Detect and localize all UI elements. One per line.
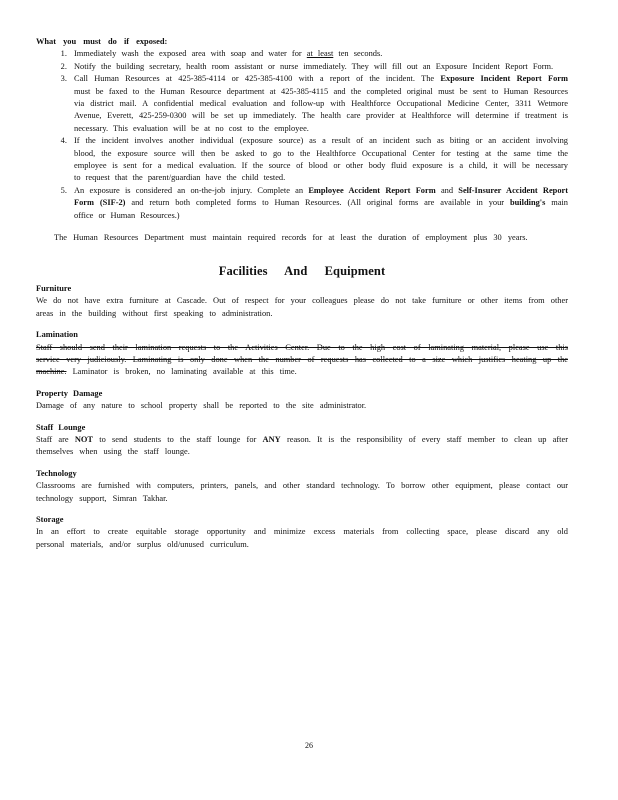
bold-text: NOT <box>74 434 93 444</box>
body-text: to send students to the staff lounge for <box>93 434 263 444</box>
exposure-heading: What you must do if exposed: <box>36 37 168 46</box>
exposure-step-5 <box>72 185 568 222</box>
property-damage-heading: Property Damage <box>36 388 103 398</box>
staff-lounge-body <box>36 434 568 459</box>
step-text: must be faxed to the Human Resource department at 425-385-4115 and the completed original must be sent to Human Resources via district mail. A confidential medical evaluation and follow-up with Healthforce Occupational Medicine Center, 3311 Wetmore Avenue, Everett, 425-259-0300 will be set up immediately. The health care provider at Healthforce will determine if treatment is necessary. This evaluation will be at no cost to the employee. <box>74 86 568 133</box>
technology-body: Classrooms are furnished with computers, printers, panels, and other standard technology. To borrow other equipment, please contact our technology support, Simran Takhar. <box>36 481 568 503</box>
property-damage-body: Damage of any nature to school property shall be reported to the site administrator. <box>36 401 367 411</box>
exposure-step-3 <box>72 73 568 135</box>
lamination-note: Laminator is broken, no laminating available at this time. <box>66 367 297 377</box>
section-title: Facilities And Equipment <box>218 263 386 278</box>
lamination-body <box>36 342 568 379</box>
exposure-step-2: 2. Notify the building secretary, health room assistant or nurse immediately. They will fill out an Exposure Incident Report Form. <box>72 61 568 73</box>
document-page <box>36 36 568 551</box>
staff-lounge-heading: Staff Lounge <box>36 422 86 432</box>
step-text: Immediately wash the exposed area with soap and water for <box>74 49 307 59</box>
bold-text: building's <box>509 198 546 208</box>
technology-heading: Technology <box>36 468 77 478</box>
underlined-text: at least <box>306 49 334 59</box>
form-name: Employee Accident Report Form <box>308 185 436 195</box>
step-text: Call Human Resources at 425-385-4114 or 425-385-4100 with a report of the incident. The <box>74 74 441 84</box>
hr-records-note: The Human Resources Department must maintain required records for at least the duration of employment plus 30 years. <box>54 233 528 243</box>
storage-heading: Storage <box>36 515 64 524</box>
furniture-body: We do not have extra furniture at Cascade. Out of respect for your colleagues please do not take furniture or other items from other areas in the building without first speaking to administration. <box>36 296 568 318</box>
body-text: Staff are <box>36 434 75 444</box>
step-text: main office or Human Resources.) <box>74 198 568 220</box>
exposure-step-4: 4. If the incident involves another individual (exposure source) as a result of an incident such as biting or an accident involving blood, the exposure source will then be asked to go to the Healthforce Occupational Center for testing at the same time the employee is sent for a medical evaluation. If the source of blood or other body fluid exposure is a child, it will be necessary to request that the parent/guardian have the child tested. <box>72 135 568 185</box>
step-text: and <box>435 185 459 195</box>
storage-body: In an effort to create equitable storage opportunity and minimize excess materials from collecting space, please discard any old personal materials, and/or surplus old/unused curriculum. <box>36 527 568 549</box>
form-name: Self-Insurer Accident Report Form (SIF-2) <box>74 185 569 208</box>
body-text: reason. It is the responsibility of every staff member to clean up after themselves when using the staff lounge. <box>36 434 568 457</box>
form-name: Exposure Incident Report Form <box>440 74 568 84</box>
step-text: An exposure is considered an on-the-job injury. Complete an <box>74 185 309 195</box>
lamination-heading: Lamination <box>36 330 78 340</box>
struck-text: Staff should send their lamination requests to the Activities Center. Due to the high cost of laminating material, please use this service very judiciously. Laminating is only done when the number of requests has collected to a size which justifies heating up the machine. <box>36 342 568 377</box>
step-text: ten seconds. <box>333 49 383 59</box>
furniture-heading: Furniture <box>36 283 72 293</box>
step-text: and return both completed forms to Human Resources. (All original forms are available in your <box>125 198 510 208</box>
bold-text: ANY <box>262 434 281 444</box>
exposure-steps-list <box>36 48 568 222</box>
exposure-step-1 <box>72 48 568 60</box>
page-number: 26 <box>305 741 313 750</box>
